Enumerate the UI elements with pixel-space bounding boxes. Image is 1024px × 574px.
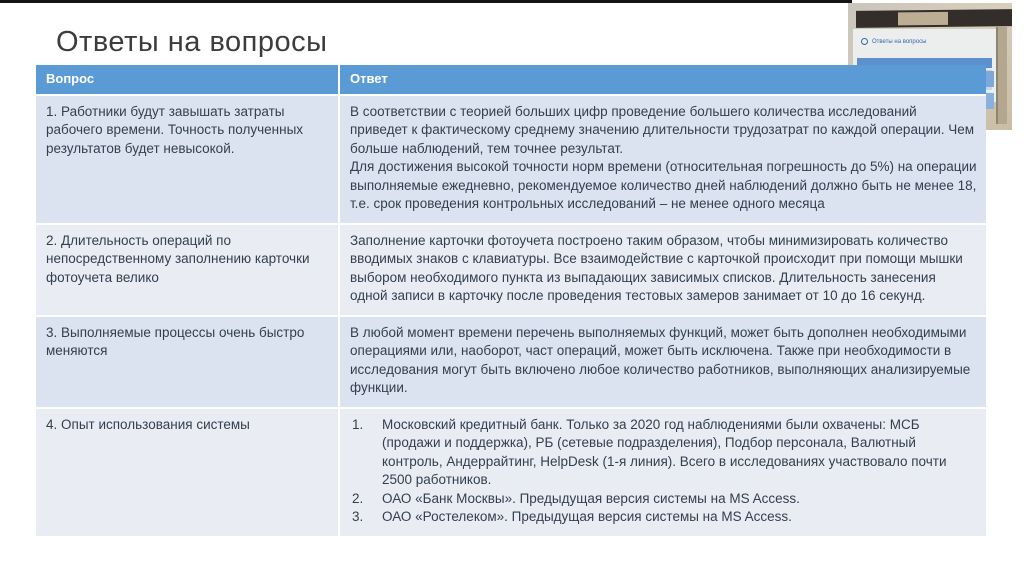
answer-cell	[340, 409, 986, 536]
screen-slide-title: Ответы на вопросы	[872, 38, 927, 45]
list-item-number: 1.	[352, 416, 364, 432]
list-item-number: 3.	[352, 509, 364, 524]
monitor-label	[898, 12, 948, 26]
monitor-frame-edge	[996, 27, 1007, 124]
screen-logo-icon	[861, 38, 868, 45]
monitor-bezel	[856, 9, 1012, 28]
qa-table	[36, 65, 986, 536]
list-item	[352, 508, 977, 527]
list-item-number: 2.	[352, 490, 364, 506]
answer-paragraph: Для достижения высокой точности норм времени (относительная погрешность до 5%) на операции выполняемые ежедневно, рекомендуемое количество дней наблюдений должно быть не менее 18, т.е. срок проведения контрольных исследований – не менее одного месяца	[350, 159, 977, 211]
answer-cell	[340, 225, 986, 315]
list-item-text: ОАО «Банк Москвы». Предыдущая версия системы на MS Access.	[382, 490, 800, 506]
list-item-text: Московский кредитный банк. Только за 2020 год наблюдениями были охвачены: МСБ (продажи и поддержка), РБ (сетевые подразделения), Подбор персонала, Валютный контроль, Андеррайтинг, HelpDesk (1-я линия). Всего в исследованиях участвовало почти 2500 работников.	[382, 416, 947, 487]
top-border-strip	[0, 0, 852, 3]
list-item	[352, 490, 977, 509]
answer-paragraph: Заполнение карточки фотоучета построено таким образом, чтобы минимизировать количество вводимых знаков с клавиатуры. Все взаимодействие с карточкой происходит при помощи мышки выбором необходимого пункта из выпадающих зависимых списков. Длительность занесения одной записи в карточку после проведения тестовых замеров занимает от 10 до 16 секунд.	[350, 232, 963, 303]
page-title: Ответы на вопросы	[56, 26, 328, 58]
screen-titlebar	[861, 38, 926, 45]
column-header-answer: Ответ	[340, 65, 986, 94]
column-header-question: Вопрос	[36, 65, 338, 94]
answer-cell	[340, 96, 986, 223]
answer-paragraph: В любой момент времени перечень выполняемых функций, может быть дополнен необходимыми операциями или, наоборот, част операций, может быть исключена. Также при необходимости в исследования могут быть включено любое количество работников, выполняющих анализируемые функции.	[350, 324, 971, 395]
list-item	[352, 416, 977, 490]
answer-paragraph: В соответствии с теорией больших цифр проведение большего количества исследований приведет к фактическому среднему значению длительности трудозатрат по каждой операции. Чем больше наблюдений, тем точнее результат.	[350, 103, 975, 156]
question-cell: 3. Выполняемые процессы очень быстро меняются	[36, 317, 338, 407]
answer-cell	[340, 317, 986, 407]
question-cell: 2. Длительность операций по непосредственному заполнению карточки фотоучета велико	[36, 225, 338, 315]
answer-numbered-list	[352, 416, 977, 527]
question-cell: 4. Опыт использования системы	[36, 409, 338, 536]
question-cell: 1. Работники будут завышать затраты рабочего времени. Точность полученных результатов будет невысокой.	[36, 96, 338, 223]
list-item-text: ОАО «Ростелеком». Предыдущая версия системы на MS Access.	[382, 509, 792, 524]
